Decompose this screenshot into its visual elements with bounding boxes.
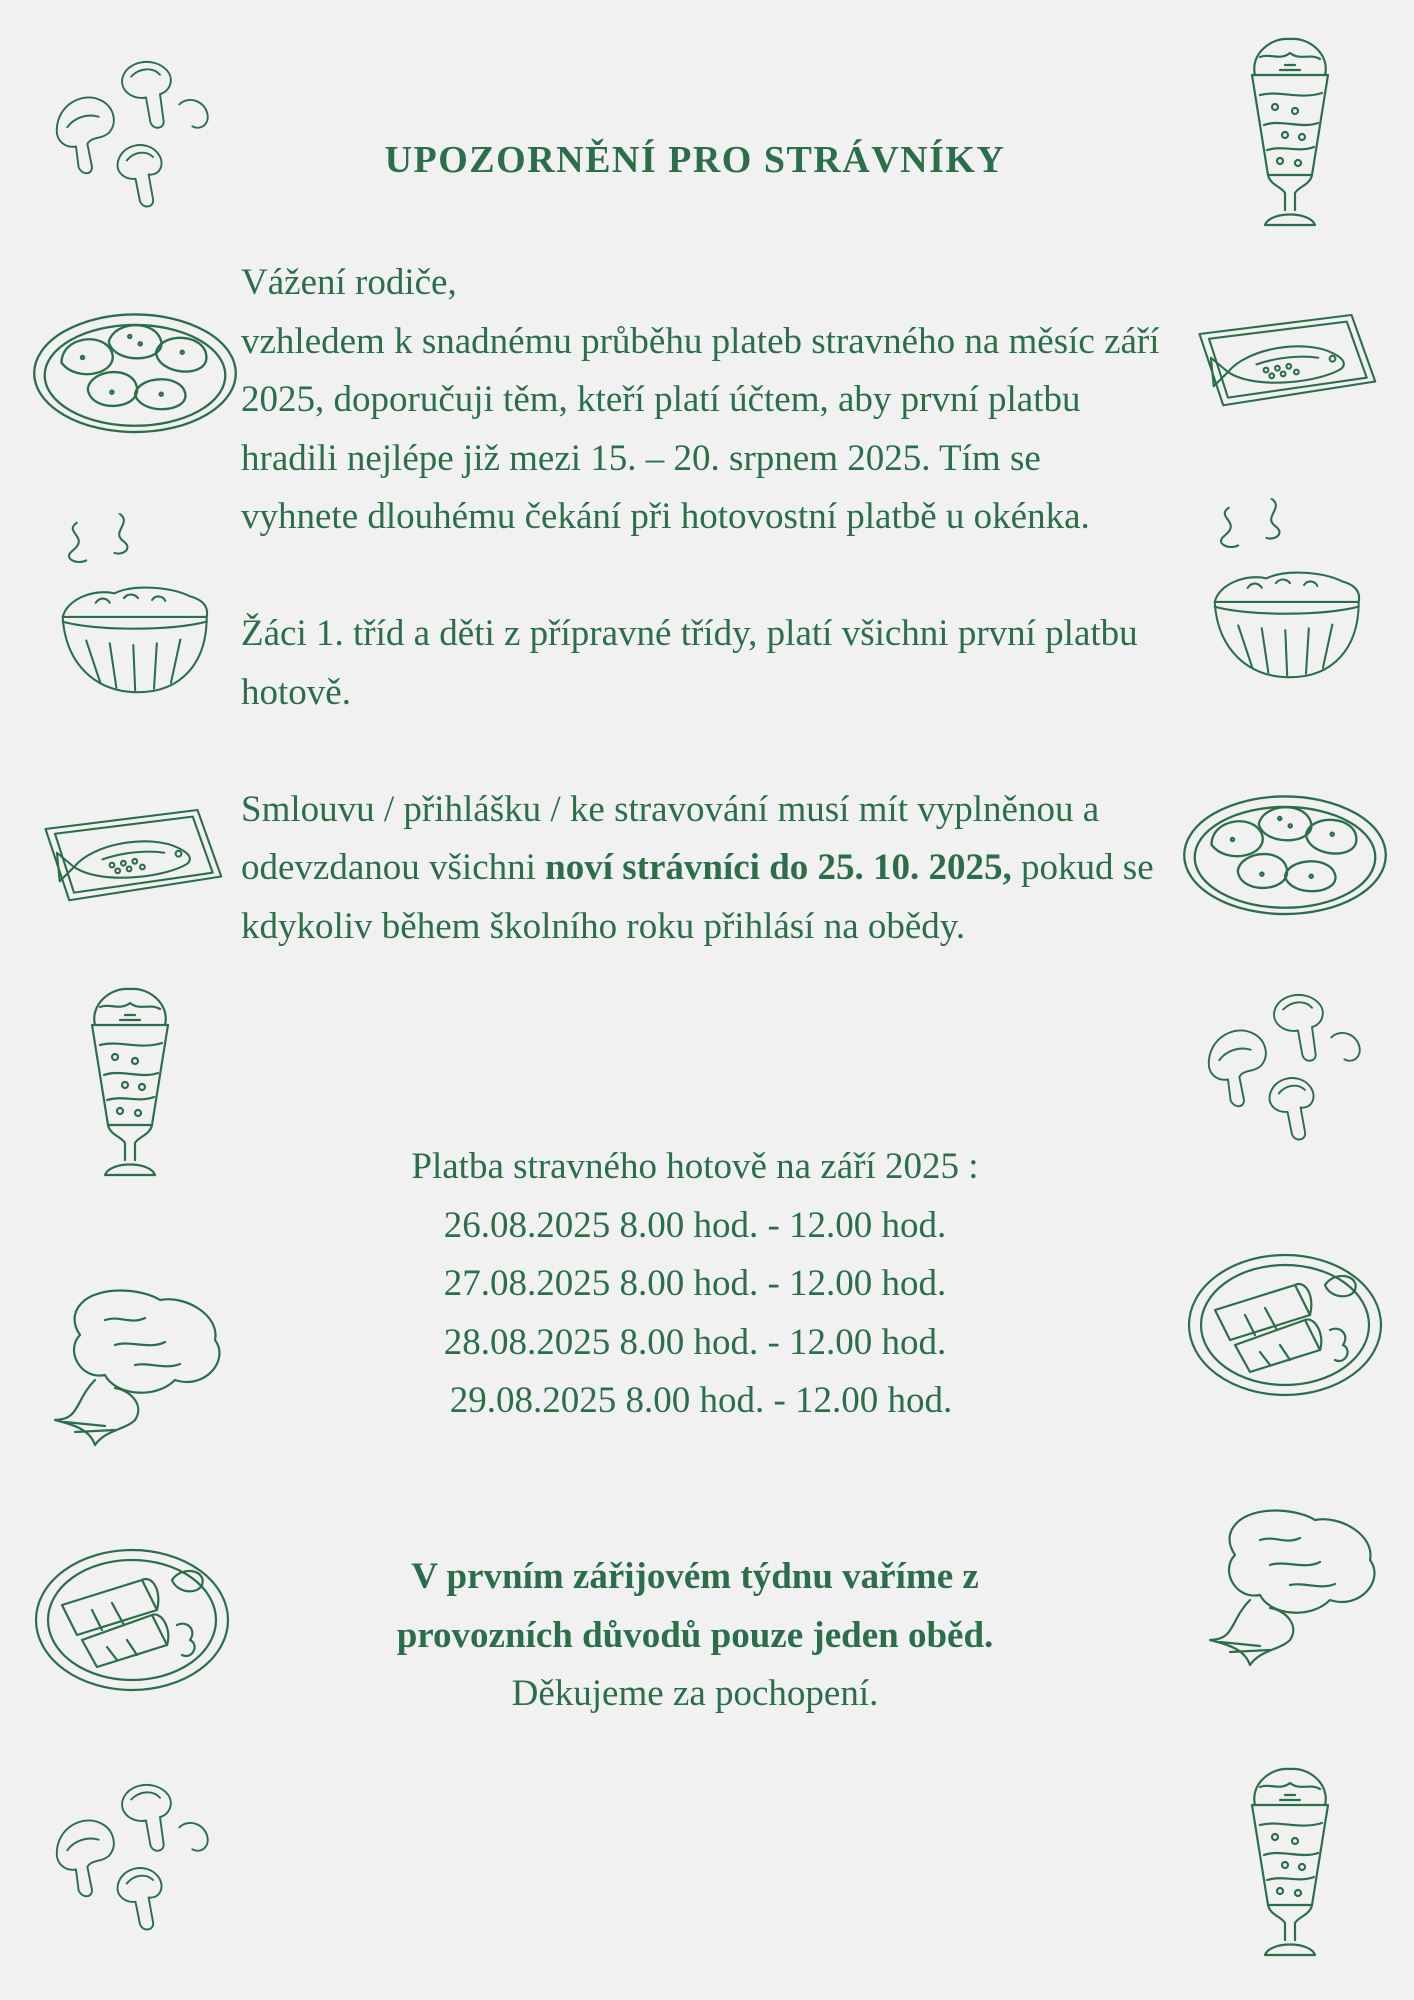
payment-heading: Platba stravného hotově na září 2025 : [411, 1146, 979, 1187]
payment-date: 27.08.2025 8.00 hod. - 12.00 hod. [443, 1263, 947, 1304]
new-diners-deadline: noví strávníci do 25. 10. 2025, [545, 847, 1012, 888]
greeting: Vážení rodiče, [241, 262, 457, 303]
notice-body [241, 254, 1161, 956]
contract-text-a: Smlouvu / přihlášku / ke stravování musí mít vyplněnou a odevzdanou všichni [241, 788, 1100, 888]
mushrooms-icon [48, 1775, 223, 1950]
dessert-glass-icon [1240, 35, 1340, 235]
mushrooms-icon [1200, 985, 1375, 1160]
fish-platter-icon [1190, 305, 1380, 420]
thanks-text: Děkujeme za pochopení. [511, 1673, 879, 1714]
payment-date: 26.08.2025 8.00 hod. - 12.00 hod. [443, 1204, 947, 1246]
bread-rolls-icon [30, 298, 240, 438]
rice-bowl-icon [58, 510, 218, 705]
contract-text-b: pokud se kdykoliv během školního roku přihlásí na obědy. [241, 847, 1154, 947]
paragraph-payment-advice: vzhledem k snadnému průběhu plateb stravného na měsíc září 2025, doporučuji těm, kteří platí účtem, aby první platbu hradili nejlépe již mezi 15. – 20. srpnem 2025. Tím se vyhnete dlouhému čekání při hotovostní platbě u okénka. [241, 320, 1160, 537]
paragraph-first-grade: Žáci 1. tříd a děti z přípravné třídy, platí všichni první platbu hotově. [241, 613, 1138, 713]
bread-rolls-icon [1180, 780, 1390, 920]
fish-platter-icon [36, 800, 226, 915]
payment-date: 28.08.2025 8.00 hod. - 12.00 hod. [443, 1321, 947, 1363]
one-lunch-notice: V prvním zářijovém týdnu vaříme z provozních důvodů pouze jeden oběd. [396, 1556, 994, 1656]
rice-bowl-icon [1210, 495, 1370, 690]
dessert-glass-icon [1240, 1765, 1340, 1965]
page-title: UPOZORNĚNÍ PRO STRÁVNÍKY [384, 139, 1006, 181]
paragraph-contract [241, 781, 1161, 957]
closing-note [0, 1548, 1390, 1724]
payment-schedule [0, 1138, 1390, 1431]
payment-date: 29.08.2025 8.00 hod. - 12.00 hod. [449, 1380, 953, 1421]
